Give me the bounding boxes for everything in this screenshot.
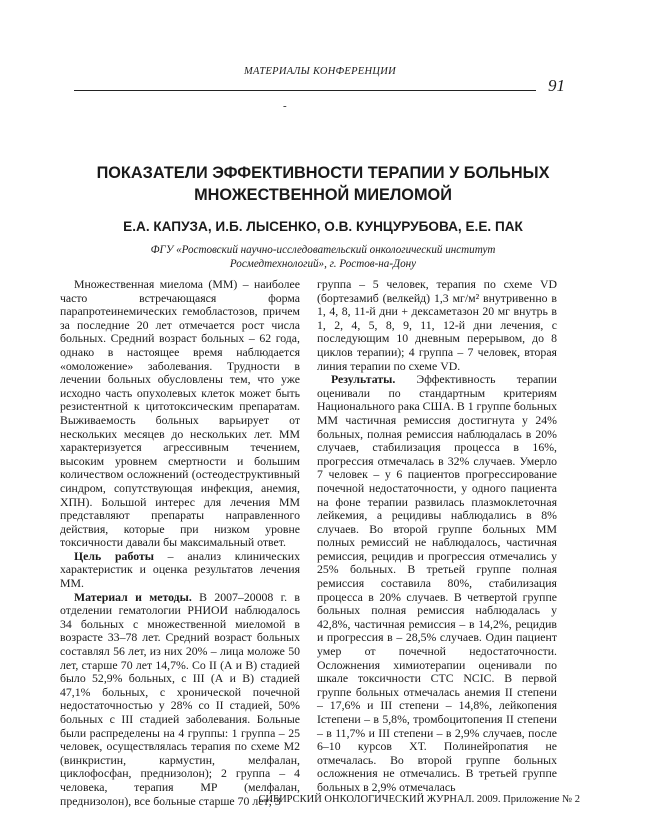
methods-paragraph xyxy=(60,591,300,809)
methods-label: Материал и методы. xyxy=(74,589,192,604)
page-number: 91 xyxy=(548,76,565,95)
results-label: Результаты. xyxy=(331,372,396,387)
intro-paragraph: Множественная миелома (ММ) – наиболее часто встречающаяся форма парапротеинемических гемобластозов, причем за последние 20 лет отмечается рост числа больных. Средний возраст больных – 62 года, однако в настоящее время наблюдается «омоложение» заболевания. Трудности в лечении больных обусловлены тем, что уже исходно часть опухолевых клеток может быть резистентной к цитотоксическим препаратам. Выживаемость больных варьирует от нескольких месяцев до нескольких лет. ММ характеризуется агрессивным течением, высоким уровнем смертности и большим количеством осложнений (остеодеструктивный синдром, сопутствующая инфекция, анемия, ХПН). Большой интерес для лечения ММ представляют препараты направленного действия, которые при низком уровне токсичности давали бы максимальный ответ. xyxy=(60,277,300,550)
aim-label: Цель работы xyxy=(74,548,154,563)
title-line-2: МНОЖЕСТВЕННОЙ МИЕЛОМОЙ xyxy=(194,186,452,204)
methods-continuation: группа – 5 человек, терапия по схеме VD (бортезамиб (велкейд) 1,3 мг/м² внутривенно в 1, 4, 8, 11-й дни + дексаметазон 20 мг внутрь в 1, 2, 4, 5, 8, 9, 11, 12-й дни лечения, с последующим 10 дневным перерывом, до 8 циклов терапии); 4 группа – 7 человек, вторая линия терапии по схеме VD. xyxy=(317,277,557,373)
title-line-1: ПОКАЗАТЕЛИ ЭФФЕКТИВНОСТИ ТЕРАПИИ У БОЛЬНЫХ xyxy=(96,164,550,182)
methods-text: В 2007–20008 г. в отделении гематологии РНИОИ наблюдалось 34 больных с множественной миеломой в возрасте 33–78 лет. Средний возраст больных составлял 56 лет, из них 20% – лица моложе 50 лет, старше 70 лет 14,7%. Со II (А и В) стадией было 52,9% больных, с III (А и В) стадией 47,1% больных, с хронической почечной недостаточностью у 28% со II стадией, 50% больных с III стадией заболевания. Больные были распределены на 4 группы: 1 группа – 25 человек, осуществлялась терапия по схеме М2 (винкристин, кармустин, мелфалан, циклофосфан, преднизолон); 2 группа – 4 человека, терапия МР (мелфалан, преднизолон), все больные старше 70 лет; 3 xyxy=(60,589,300,808)
left-column xyxy=(60,278,300,808)
section-label: МАТЕРИАЛЫ КОНФЕРЕНЦИИ xyxy=(243,66,397,77)
right-column xyxy=(317,278,557,795)
affiliation-line-2: Росмедтехнологий», г. Ростов-на-Дону xyxy=(229,258,417,270)
authors: Е.А. КАПУЗА, И.Б. ЛЫСЕНКО, О.В. КУНЦУРУБОВА, Е.Е. ПАК xyxy=(123,219,523,234)
affiliation xyxy=(110,243,536,271)
affiliation-line-1: ФГУ «Ростовский научно-исследовательский онкологический институт xyxy=(150,244,496,256)
results-text: Эффективность терапии оценивали по стандартным критериям Национального рака США. В 1 группе больных ММ частичная ремиссия достигнута у 24% больных, полная ремиссия наблюдалась в 20% случаев, стабилизация процесса в 16%, прогрессия отмечалась в 32% случаев. Умерло 7 человек – у 6 пациентов прогрессирование почечной недостаточности, у одного пациента на фоне терапии развилась плазмоклеточная лейкемия, а рецидивы наблюдались в 8% случаев. Во второй группе больных ММ полных ремиссий не наблюдалось, частичная ремиссия, рецидив и прогрессия отмечались у 25% больных. В третьей группе полная ремиссия составила 80%, стабилизация процесса в 20% случаев. В четвертой группе больных полная ремиссия наблюдалась у 42,8%, частичная ремиссия – в 14,2%, рецидив и прогрессия в – 28,5% случаев. Один пациент умер от почечной недостаточности. Осложнения химиотерапии оценивали по шкале токсичности СТС NCIC. В первой группе больных отмечалась анемия II степени – 17,6% и III степени – 14,8%, лейкопения Iстепени – в 5,8%, тромбоцитопения II степени – в 11,7% и III степени – в 2,9% случаев, после 6–10 курсов ХТ. Полинейропатия не отмечалась. Во второй группе больных осложнения не отмечались. В третьей группе больных в 2,9% отмечалась xyxy=(317,372,557,794)
article-title xyxy=(80,162,566,206)
header-rule xyxy=(74,90,536,91)
aim-text: – анализ клинических характеристик и оценка результатов лечения ММ. xyxy=(60,548,300,591)
dash-mark: - xyxy=(283,100,287,112)
results-paragraph xyxy=(317,373,557,794)
journal-footer: СИБИРСКИЙ ОНКОЛОГИЧЕСКИЙ ЖУРНАЛ. 2009. Приложение № 2 xyxy=(258,794,580,805)
aim-paragraph xyxy=(60,550,300,591)
